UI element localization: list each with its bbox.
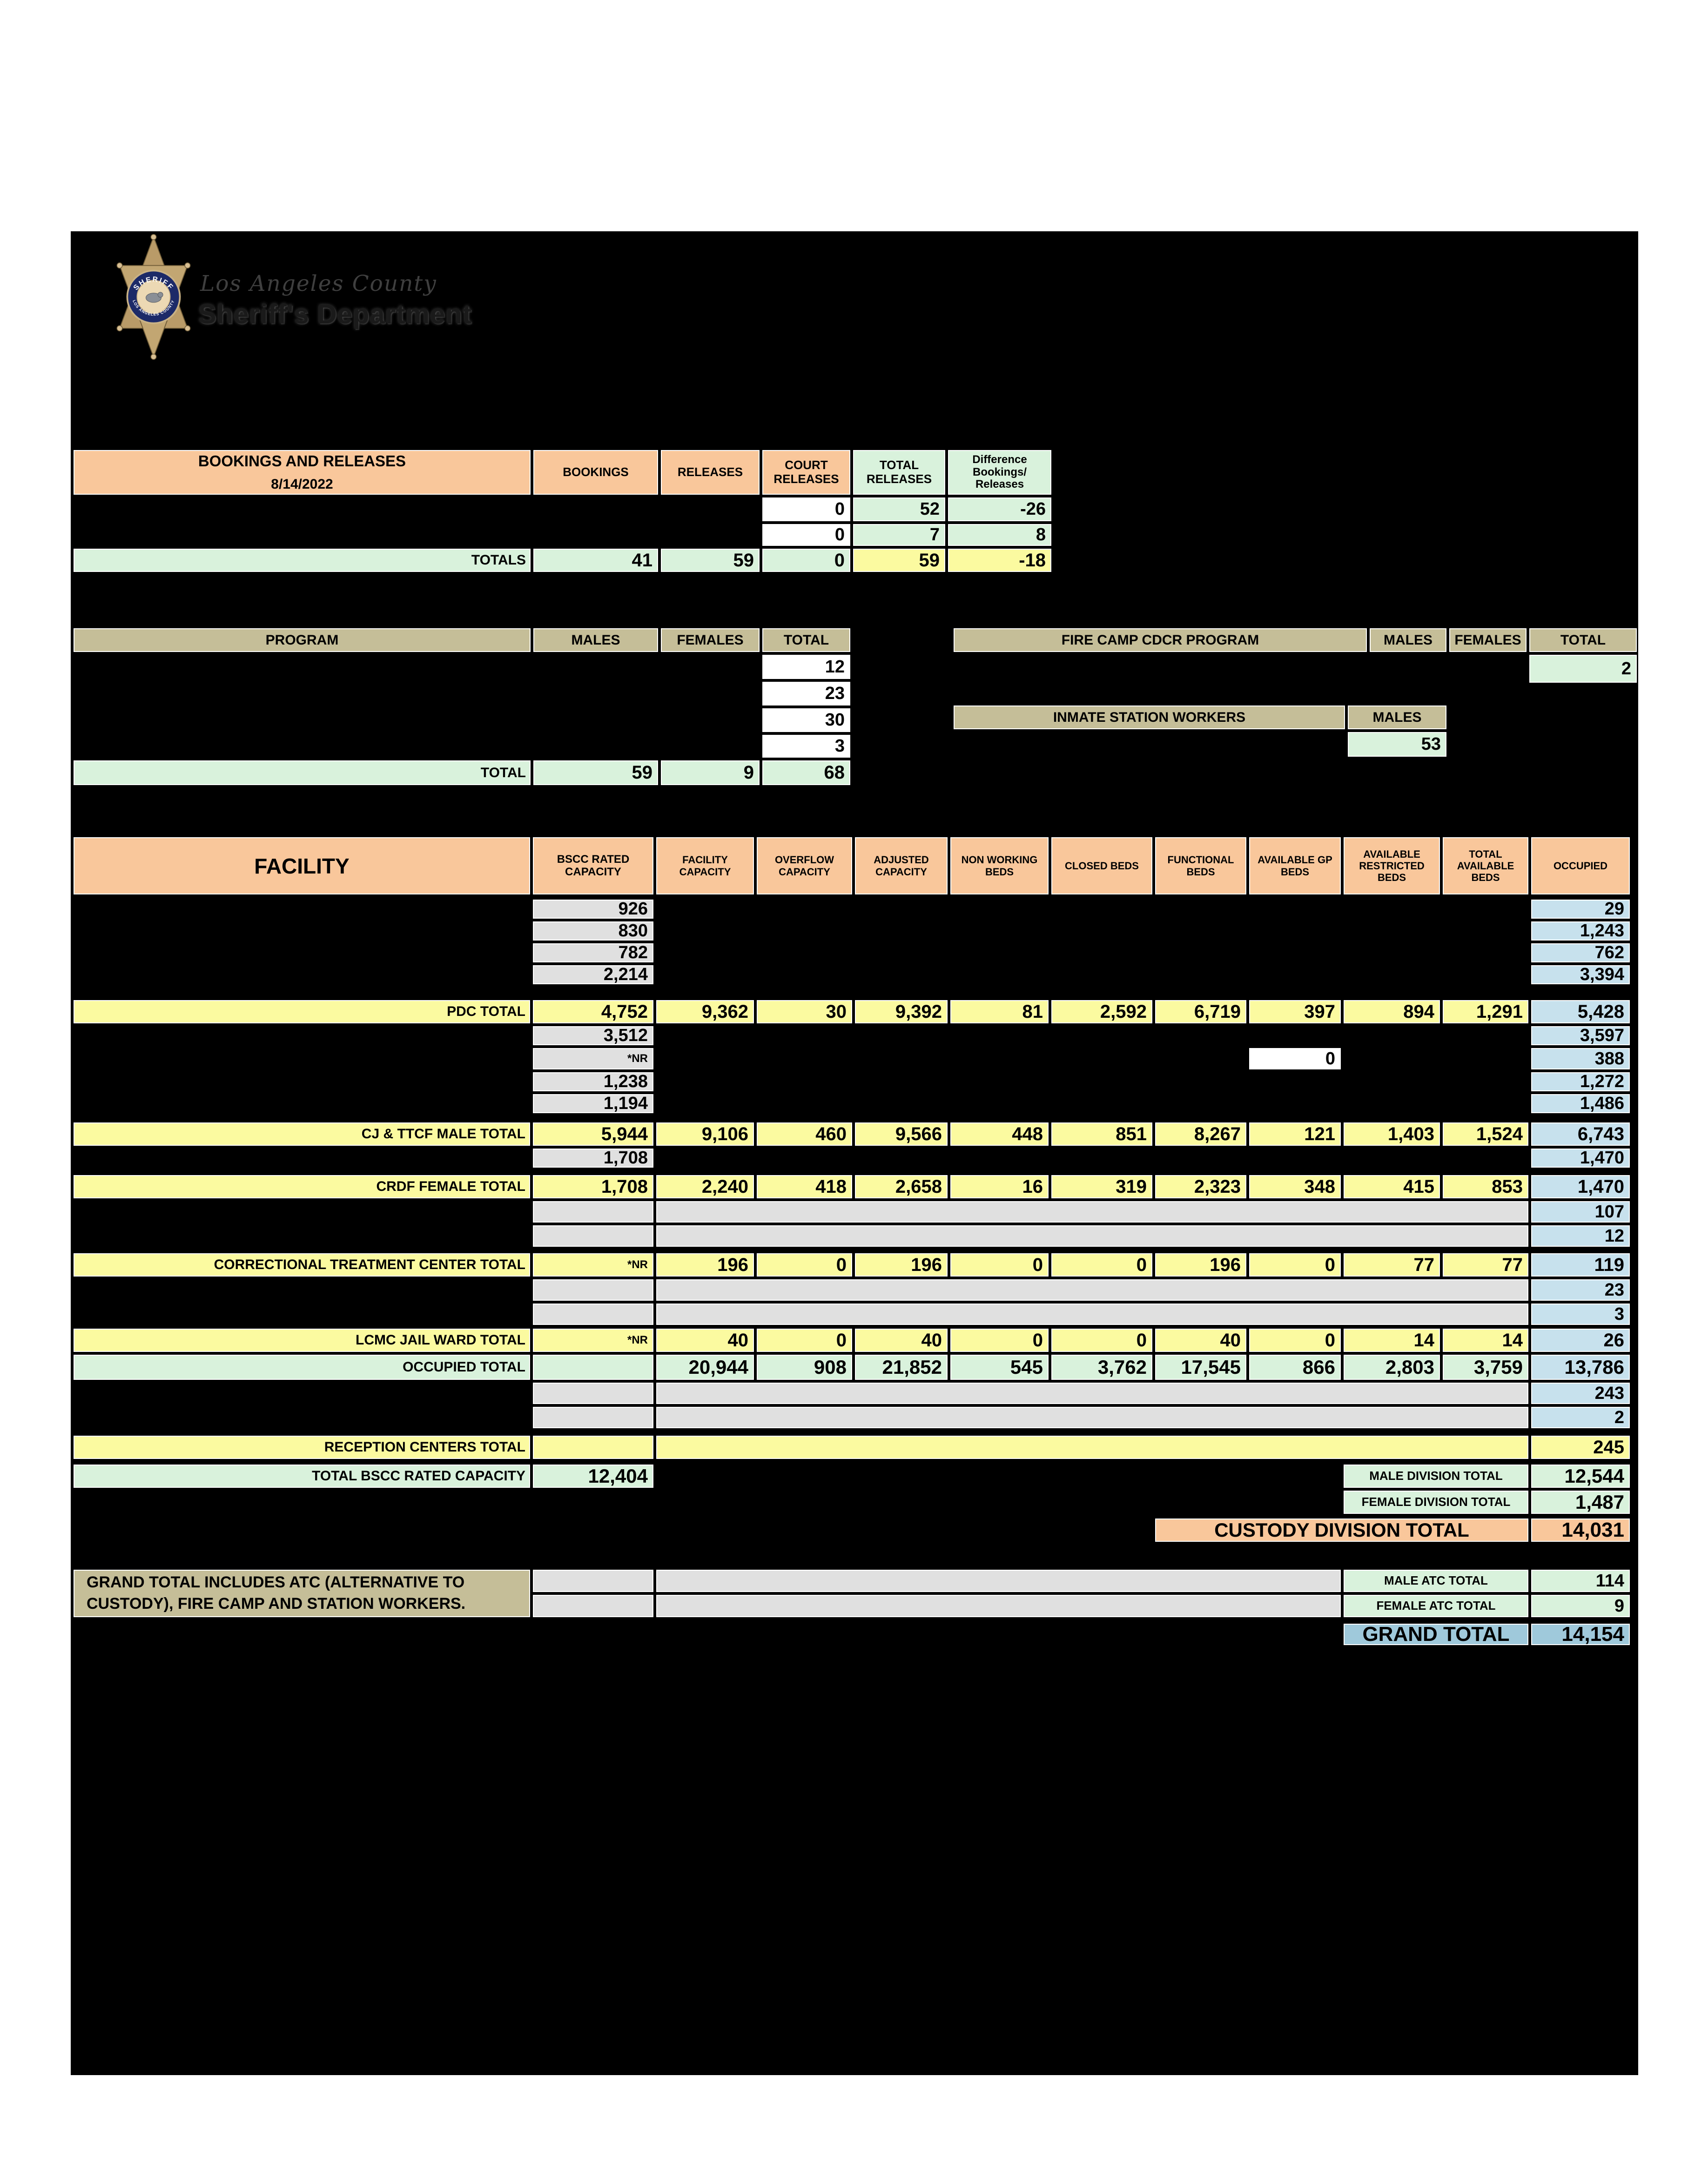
difference-value: 8 — [947, 523, 1053, 547]
program-females-header: FEMALES — [659, 627, 761, 653]
empty-gray-band — [655, 1224, 1530, 1248]
facility-total-value: 0 — [1050, 1252, 1154, 1278]
empty-gray-band — [655, 1405, 1530, 1430]
redacted-cell — [659, 707, 761, 733]
facility-row — [72, 1093, 1631, 1115]
occupied-total-column-value: 3,759 — [1441, 1353, 1530, 1381]
fire-camp-table — [952, 627, 1638, 684]
occupied-total-column-value: 2,803 — [1342, 1353, 1441, 1381]
facility-row — [72, 964, 1631, 986]
facility-row — [72, 1353, 1631, 1381]
facility-row — [72, 1071, 1631, 1093]
fire-camp-total-header: TOTAL — [1528, 627, 1638, 653]
redacted-facility-name — [72, 1025, 531, 1047]
program-header: PROGRAM — [72, 627, 532, 653]
facility-total-value: 0 — [755, 1252, 854, 1278]
occupied-total-label: OCCUPIED TOTAL — [72, 1353, 531, 1381]
facility-total-label: LCMC JAIL WARD TOTAL — [72, 1327, 531, 1353]
program-row-total: 12 — [761, 653, 852, 680]
redacted-cell — [532, 707, 659, 733]
grand-total-note-line1: GRAND TOTAL INCLUDES ATC (ALTERNATIVE TO — [87, 1573, 465, 1592]
occupied-total-column-value: 866 — [1248, 1353, 1342, 1381]
empty-yellow-cell — [531, 1434, 655, 1460]
facility-total-value: 81 — [949, 999, 1050, 1025]
empty-gray-cell — [531, 1405, 655, 1430]
redacted-facility-name — [72, 1405, 531, 1430]
empty-gray-cell — [531, 1593, 655, 1619]
redacted-cells — [655, 898, 1530, 920]
court-releases-value: 0 — [761, 496, 852, 523]
inmate-station-workers-males-value: 53 — [1346, 731, 1448, 758]
redacted-cells — [655, 1071, 1530, 1093]
col-header-total-releases: TOTAL RELEASES — [852, 449, 947, 496]
facility-total-label: CORRECTIONAL TREATMENT CENTER TOTAL — [72, 1252, 531, 1278]
redacted-cell — [72, 523, 532, 547]
female-division-total-label: FEMALE DIVISION TOTAL — [1342, 1489, 1530, 1515]
facility-total-value: 0 — [755, 1327, 854, 1353]
redacted-cell — [532, 523, 659, 547]
bscc-rated-capacity: 830 — [531, 920, 655, 942]
facility-total-value: 894 — [1342, 999, 1441, 1025]
occupied-total-column-value: 908 — [755, 1353, 854, 1381]
total-bscc-label: TOTAL BSCC RATED CAPACITY — [72, 1463, 531, 1489]
bscc-total-value: 4,752 — [531, 999, 655, 1025]
male-division-total-value: 12,544 — [1530, 1463, 1631, 1489]
facility-row — [72, 1517, 1631, 1543]
facility-col-header: FACILITY CAPACITY — [655, 836, 755, 896]
occupied-value: 762 — [1530, 942, 1631, 964]
program-row-total: 30 — [761, 707, 852, 733]
occupied-value: 1,470 — [1530, 1147, 1631, 1169]
male-division-total-label: MALE DIVISION TOTAL — [1342, 1463, 1530, 1489]
program-row-total: 23 — [761, 680, 852, 707]
total-releases-value: 7 — [852, 523, 947, 547]
facility-total-value: 2,658 — [854, 1174, 949, 1200]
col-header-difference: Difference Bookings/ Releases — [947, 449, 1053, 496]
redacted-cell — [659, 733, 761, 759]
redacted-facility-name — [72, 1302, 531, 1326]
facility-row — [72, 1147, 1631, 1169]
occupied-total-column-value: 3,762 — [1050, 1353, 1154, 1381]
bscc-rated-capacity: 782 — [531, 942, 655, 964]
redacted-facility-name — [72, 1147, 531, 1169]
bscc-rated-capacity: 1,238 — [531, 1071, 655, 1093]
redacted-facility-name — [72, 1381, 531, 1405]
facility-row — [72, 1327, 1631, 1353]
logo-county-script-title: Los Angeles County — [200, 271, 437, 296]
facility-col-header: NON WORKING BEDS — [949, 836, 1050, 896]
sheriff-badge-icon — [111, 234, 196, 360]
facility-total-value: 14 — [1441, 1327, 1530, 1353]
facility-total-value: 196 — [854, 1252, 949, 1278]
occupied-value: 3 — [1530, 1302, 1631, 1326]
fire-camp-males-header: MALES — [1368, 627, 1448, 653]
bscc-total-value: *NR — [531, 1327, 655, 1353]
facility-col-header: TOTAL AVAILABLE BEDS — [1441, 836, 1530, 896]
occupied-value: 3,597 — [1530, 1025, 1631, 1047]
occupied-value: 1,272 — [1530, 1071, 1631, 1093]
occupied-grand-value: 13,786 — [1530, 1353, 1631, 1381]
facility-row — [72, 1434, 1631, 1460]
facility-row — [72, 898, 1631, 920]
grand-total-row — [1342, 1622, 1631, 1646]
redacted-cell — [532, 496, 659, 523]
facility-total-value: 319 — [1050, 1174, 1154, 1200]
fire-camp-females-header: FEMALES — [1448, 627, 1528, 653]
totals-total-releases: 59 — [852, 547, 947, 573]
redacted-facility-name — [72, 920, 531, 942]
fire-camp-total-value: 2 — [1528, 653, 1638, 684]
empty-gray-cell — [531, 1568, 655, 1593]
facility-total-value: 0 — [1248, 1327, 1342, 1353]
occupied-total-value: 119 — [1530, 1252, 1631, 1278]
occupied-total-value: 5,428 — [1530, 999, 1631, 1025]
facility-row — [72, 1174, 1631, 1200]
col-header-bookings: BOOKINGS — [532, 449, 659, 496]
facility-total-value: 0 — [1248, 1252, 1342, 1278]
reception-centers-label: RECEPTION CENTERS TOTAL — [72, 1434, 531, 1460]
facility-total-value: 121 — [1248, 1121, 1342, 1147]
facility-total-value: 0 — [1050, 1327, 1154, 1353]
redacted-cells — [72, 1489, 1342, 1515]
reception-centers-value: 245 — [1530, 1434, 1631, 1460]
col-header-court-releases: COURT RELEASES — [761, 449, 852, 496]
total-bscc-value: 12,404 — [531, 1463, 655, 1489]
grand-total-note-line2: CUSTODY), FIRE CAMP AND STATION WORKERS. — [87, 1595, 466, 1613]
bscc-rated-capacity: *NR — [531, 1047, 655, 1071]
occupied-value: 3,394 — [1530, 964, 1631, 986]
totals-difference: -18 — [947, 547, 1053, 573]
facility-col-header: AVAILABLE GP BEDS — [1248, 836, 1342, 896]
facility-row — [72, 1224, 1631, 1248]
facility-total-value: 8,267 — [1154, 1121, 1248, 1147]
facility-total-value: 40 — [854, 1327, 949, 1353]
facility-row — [72, 1489, 1631, 1515]
empty-gray-cell — [531, 1278, 655, 1302]
custody-division-total-label: CUSTODY DIVISION TOTAL — [1154, 1517, 1530, 1543]
facility-col-header: CLOSED BEDS — [1050, 836, 1154, 896]
facility-total-label: CJ & TTCF MALE TOTAL — [72, 1121, 531, 1147]
occupied-value: 1,486 — [1530, 1093, 1631, 1115]
occupied-total-value: 6,743 — [1530, 1121, 1631, 1147]
facility-row — [72, 1463, 1631, 1489]
col-header-releases: RELEASES — [659, 449, 761, 496]
facility-table — [72, 836, 1631, 1543]
facility-total-value: 448 — [949, 1121, 1050, 1147]
redacted-cell — [659, 653, 761, 680]
inmate-station-workers-males-header: MALES — [1346, 704, 1448, 731]
redacted-facility-name — [72, 1224, 531, 1248]
facility-row — [72, 1047, 1631, 1071]
female-atc-label: FEMALE ATC TOTAL — [1342, 1593, 1530, 1619]
facility-total-value: 1,403 — [1342, 1121, 1441, 1147]
redacted-cells — [655, 1463, 1342, 1489]
occupied-value: 2 — [1530, 1405, 1631, 1430]
facility-col-header: BSCC RATED CAPACITY — [531, 836, 655, 896]
bookings-totals-label: TOTALS — [72, 547, 532, 573]
bookings-table-title-cell — [72, 449, 532, 496]
grand-total-value: 14,154 — [1530, 1622, 1631, 1646]
facility-total-label: CRDF FEMALE TOTAL — [72, 1174, 531, 1200]
facility-total-label: PDC TOTAL — [72, 999, 531, 1025]
facility-row — [72, 1121, 1631, 1147]
male-atc-label: MALE ATC TOTAL — [1342, 1568, 1530, 1593]
facility-row — [72, 920, 1631, 942]
facility-total-value: 0 — [949, 1327, 1050, 1353]
program-total-males: 59 — [532, 759, 659, 786]
facility-total-value: 460 — [755, 1121, 854, 1147]
facility-col-header: OVERFLOW CAPACITY — [755, 836, 854, 896]
empty-gray-cell — [531, 1200, 655, 1224]
occupied-total-value: 26 — [1530, 1327, 1631, 1353]
custody-division-total-value: 14,031 — [1530, 1517, 1631, 1543]
occupied-total-column-value: 17,545 — [1154, 1353, 1248, 1381]
occupied-total-column-value: 20,944 — [655, 1353, 755, 1381]
facility-total-value: 415 — [1342, 1174, 1441, 1200]
female-division-total-value: 1,487 — [1530, 1489, 1631, 1515]
difference-value: -26 — [947, 496, 1053, 523]
occupied-value: 388 — [1530, 1047, 1631, 1071]
empty-gray-band — [655, 1302, 1530, 1326]
redacted-cells — [655, 1025, 1530, 1047]
redacted-cells — [655, 1093, 1530, 1115]
bscc-rated-capacity: 3,512 — [531, 1025, 655, 1047]
facility-total-value: 9,392 — [854, 999, 949, 1025]
facility-title: FACILITY — [72, 836, 531, 896]
facility-total-value: 14 — [1342, 1327, 1441, 1353]
facility-total-value: 16 — [949, 1174, 1050, 1200]
facility-total-value: 2,323 — [1154, 1174, 1248, 1200]
bscc-total-value: 1,708 — [531, 1174, 655, 1200]
total-releases-value: 52 — [852, 496, 947, 523]
facility-col-header: AVAILABLE RESTRICTED BEDS — [1342, 836, 1441, 896]
fire-camp-title: FIRE CAMP CDCR PROGRAM — [952, 627, 1368, 653]
facility-total-value: 77 — [1441, 1252, 1530, 1278]
totals-court-releases: 0 — [761, 547, 852, 573]
svg-text:LOS ANGELES COUNTY: LOS ANGELES COUNTY — [132, 299, 175, 317]
available-gp-beds-value: 0 — [1248, 1047, 1342, 1071]
redacted-cell — [72, 733, 532, 759]
facility-row — [72, 1381, 1631, 1405]
totals-bookings: 41 — [532, 547, 659, 573]
female-atc-value: 9 — [1530, 1593, 1631, 1619]
redacted-facility-name — [72, 1071, 531, 1093]
redacted-cell — [72, 680, 532, 707]
facility-row — [72, 1405, 1631, 1430]
redacted-cell — [1368, 653, 1448, 684]
facility-total-value: 348 — [1248, 1174, 1342, 1200]
occupied-value: 23 — [1530, 1278, 1631, 1302]
bscc-rated-capacity: 926 — [531, 898, 655, 920]
facility-total-value: 40 — [655, 1327, 755, 1353]
redacted-cell — [72, 653, 532, 680]
facility-col-header: FUNCTIONAL BEDS — [1154, 836, 1248, 896]
occupied-value: 12 — [1530, 1224, 1631, 1248]
facility-total-value: 9,106 — [655, 1121, 755, 1147]
redacted-cell — [1448, 653, 1528, 684]
redacted-cell — [532, 733, 659, 759]
redacted-cell — [659, 496, 761, 523]
empty-gray-cell — [655, 1593, 1342, 1619]
occupied-total-column-value: 21,852 — [854, 1353, 949, 1381]
redacted-cells — [1342, 1047, 1530, 1071]
facility-total-value: 77 — [1342, 1252, 1441, 1278]
facility-col-header: ADJUSTED CAPACITY — [854, 836, 949, 896]
redacted-facility-name — [72, 1278, 531, 1302]
facility-row — [72, 999, 1631, 1025]
empty-gray-band — [655, 1278, 1530, 1302]
facility-total-value: 9,566 — [854, 1121, 949, 1147]
facility-total-value: 853 — [1441, 1174, 1530, 1200]
facility-total-value: 1,524 — [1441, 1121, 1530, 1147]
facility-total-value: 40 — [1154, 1327, 1248, 1353]
redacted-facility-name — [72, 964, 531, 986]
redacted-cell — [532, 653, 659, 680]
redacted-facility-name — [72, 942, 531, 964]
facility-total-value: 1,291 — [1441, 999, 1530, 1025]
facility-header-row — [72, 836, 1631, 896]
redacted-cells — [655, 1147, 1530, 1169]
facility-total-value: 30 — [755, 999, 854, 1025]
bookings-releases-table — [72, 449, 1053, 573]
svg-text:SHERIFF: SHERIFF — [132, 275, 175, 292]
male-atc-value: 114 — [1530, 1568, 1631, 1593]
program-total-header: TOTAL — [761, 627, 852, 653]
bookings-table-date: 8/14/2022 — [271, 477, 333, 492]
program-total-females: 9 — [659, 759, 761, 786]
redacted-cell — [659, 523, 761, 547]
grand-total-note — [72, 1568, 531, 1619]
facility-row — [72, 1025, 1631, 1047]
inmate-station-workers-table — [952, 704, 1448, 758]
empty-gray-cell — [531, 1224, 655, 1248]
empty-gray-cell — [655, 1568, 1342, 1593]
redacted-cell — [659, 680, 761, 707]
redacted-facility-name — [72, 1093, 531, 1115]
facility-row — [72, 1302, 1631, 1326]
redacted-cells — [72, 1517, 1154, 1543]
facility-total-value: 851 — [1050, 1121, 1154, 1147]
redacted-cell — [72, 707, 532, 733]
redacted-cells — [655, 1047, 1248, 1071]
facility-total-value: 2,240 — [655, 1174, 755, 1200]
redacted-cell — [952, 731, 1346, 758]
occupied-value: 1,243 — [1530, 920, 1631, 942]
program-total-total: 68 — [761, 759, 852, 786]
redacted-cells — [655, 964, 1530, 986]
facility-total-value: 196 — [1154, 1252, 1248, 1278]
redacted-facility-name — [72, 1200, 531, 1224]
program-row-total: 3 — [761, 733, 852, 759]
program-table — [72, 627, 852, 786]
facility-total-value: 418 — [755, 1174, 854, 1200]
totals-releases: 59 — [659, 547, 761, 573]
occupied-total-column-value: 545 — [949, 1353, 1050, 1381]
inmate-station-workers-title: INMATE STATION WORKERS — [952, 704, 1346, 731]
court-releases-value: 0 — [761, 523, 852, 547]
redacted-facility-name — [72, 898, 531, 920]
bscc-total-value: 5,944 — [531, 1121, 655, 1147]
program-total-label: TOTAL — [72, 759, 532, 786]
occupied-value: 243 — [1530, 1381, 1631, 1405]
empty-gray-band — [655, 1200, 1530, 1224]
logo-department-title: Sheriff's Department — [198, 299, 472, 329]
redacted-facility-name — [72, 1047, 531, 1071]
empty-yellow-band — [655, 1434, 1530, 1460]
grand-total-label: GRAND TOTAL — [1342, 1622, 1530, 1646]
occupied-value: 107 — [1530, 1200, 1631, 1224]
redacted-cell — [952, 653, 1368, 684]
bscc-rated-capacity: 2,214 — [531, 964, 655, 986]
facility-total-value: 196 — [655, 1252, 755, 1278]
empty-gray-cell — [531, 1302, 655, 1326]
facility-total-value: 6,719 — [1154, 999, 1248, 1025]
facility-total-value: 397 — [1248, 999, 1342, 1025]
redacted-cell — [72, 496, 532, 523]
empty-gray-band — [655, 1381, 1530, 1405]
facility-row — [72, 1278, 1631, 1302]
occupied-total-value: 1,470 — [1530, 1174, 1631, 1200]
facility-row — [72, 1252, 1631, 1278]
redacted-cells — [655, 942, 1530, 964]
bscc-rated-capacity: 1,194 — [531, 1093, 655, 1115]
program-males-header: MALES — [532, 627, 659, 653]
facility-total-value: 2,592 — [1050, 999, 1154, 1025]
empty-gray-cell — [531, 1381, 655, 1405]
redacted-cells — [655, 920, 1530, 942]
bscc-rated-capacity: 1,708 — [531, 1147, 655, 1169]
facility-col-header: OCCUPIED — [1530, 836, 1631, 896]
facility-total-value: 0 — [949, 1252, 1050, 1278]
facility-row — [72, 942, 1631, 964]
facility-row — [72, 1200, 1631, 1224]
empty-green-cell — [531, 1353, 655, 1381]
facility-total-value: 9,362 — [655, 999, 755, 1025]
bscc-total-value: *NR — [531, 1252, 655, 1278]
occupied-value: 29 — [1530, 898, 1631, 920]
redacted-cell — [532, 680, 659, 707]
bookings-table-title: BOOKINGS AND RELEASES — [198, 452, 406, 470]
atc-totals-table — [531, 1568, 1631, 1619]
